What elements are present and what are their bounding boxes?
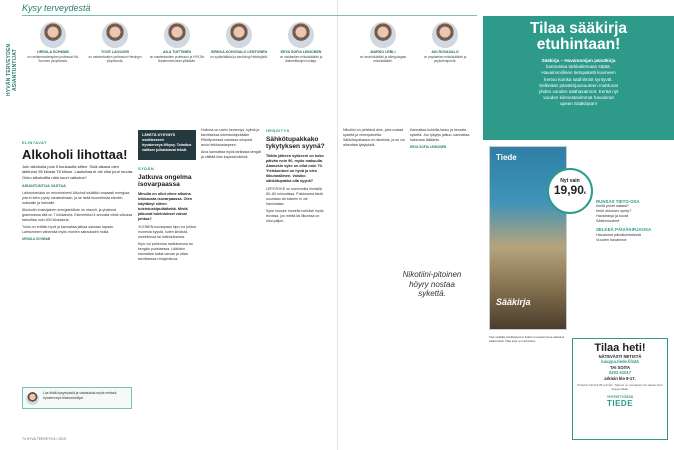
ad-line: Selkeään päiväkirjaosuuteen mahtuvat	[539, 82, 618, 88]
benefit-item: Vuoden havainnot	[596, 237, 627, 242]
book-cover-brand: Tiede	[496, 153, 517, 162]
article-paragraph: Aina kannattaa myös tarkistaa kengät ja välttää liian kapeaa kärkeä.	[201, 150, 261, 159]
ad-line: Sääkirja – Havainnoijan päiväkirja	[541, 58, 616, 63]
expert-name: EEVA SOFIA LEINONEN	[280, 50, 322, 54]
page-gutter	[337, 0, 338, 450]
benefit-item: Ilmiöt pilvet sataisi?	[596, 204, 629, 209]
article-paragraph: Alkoholin ensisijainen energianlähde on etanoli, ja yhdessä grammassa sitä on 7 kilokaloria. Esimerkiksi 4 annosta viiniä viikossa tarkoittaa noin 400 kilokaloria.	[22, 208, 133, 223]
benefit-item: Ilmiö ukkosen synty?	[596, 209, 632, 214]
send-question-box	[138, 130, 196, 160]
ad-title-line2: etuhintaan!	[536, 36, 621, 53]
expert-desc: on psykiatrian erikoislääkäri ja psykoterapeutti.	[423, 54, 467, 63]
partner-label: YHTEISTYÖSSÄ	[606, 395, 634, 400]
article-paragraph: LEPOSYKE on useimmilla ihmisillä 60–80 minuutissa. Poikkeama tästä suuntaan tai toiseen ei ole harvinaista.	[266, 186, 323, 206]
expert-name: MARKO LEBLI	[370, 50, 396, 54]
order-line: TAI SOITA	[609, 364, 631, 370]
article-lead: Tiiätin jälkeen sykkeeni on koko päivän noin 90, myös makuulla. Aamuisin syke on ollut noin 70. Yleiskuntoni on hyvä ja olen liikunnallinen. Voisiko sähkötupakka olla syynä?	[266, 153, 324, 183]
expert-photo	[288, 22, 314, 48]
order-box	[572, 338, 668, 440]
article-heading: Sähkötupakkako tykytyksen syynä?	[266, 136, 325, 151]
expert-photo	[102, 22, 128, 48]
ad-description	[491, 58, 666, 108]
price-value	[549, 184, 591, 199]
article-ecig-col1	[266, 128, 326, 226]
experts-vertical-label: HYVÄN TERVEYDEN ASIANTUNTIJAT	[6, 43, 18, 97]
ad-benefits	[596, 196, 668, 243]
article-paragraph: Kannattaa kokeilla tauko ja seurata sykettä. Jos tykytys jatkuu, kannattaa hakeutua lääkäriin.	[410, 128, 470, 142]
benefit-heading: RUNSAS TIETO-OSA	[596, 199, 640, 204]
order-title: Tilaa heti!	[594, 342, 646, 354]
benefit-item: Sääennusteet	[596, 219, 620, 224]
ad-banner	[483, 16, 674, 140]
ad-line: upean Sääkirjaan!	[559, 101, 598, 107]
expert-name: URSULA SCHWAB	[37, 50, 69, 54]
page-footer: 74 HYVÄ TERVEYS 8 / 2019	[22, 437, 66, 441]
order-note: Puhelun hinta 8,35 snt/min. Tarjous on voimassa niin kauan kuin kirjoja riittää.	[577, 383, 663, 392]
expert-card	[208, 22, 270, 59]
ad-line: Havainnoillinen tietopaketti kuvineen	[541, 70, 616, 76]
price-currency: €	[583, 190, 587, 195]
expert-desc: on ravitsemusterapian professori Itä-Suomen yliopistosta.	[27, 54, 79, 63]
article-paragraph: Kipu voi pahentua rasituksessa tai kengän puristaessa. Lääkärin kannattaa tutkia varvas ja ottaa tarvittaessa röntgenkuva.	[138, 241, 193, 261]
article-signature: URSULA SCHWAB	[22, 237, 51, 242]
expert-desc: on naistentautien professori ja HYKSin Naistenneuvolan ylilääkäri.	[149, 54, 205, 63]
article-paragraph: YLEINEN isovarpaan kipu voi johtua monesta syystä, kuten kihdistä, nivelrikosta tai tulehduksesta.	[138, 224, 196, 239]
online-info-text: Lue lisää kysymyksiä ja vastauksia myös netissä: hyvaterveys.fi/asiantuntijat	[43, 391, 118, 400]
article-ecig-col3	[410, 128, 476, 150]
expert-photo	[432, 22, 458, 48]
article-kicker: HENGITYS	[266, 128, 290, 133]
online-info-box	[22, 387, 132, 409]
price-label: Nyt vain	[560, 178, 580, 184]
pull-quote: Nikotiini-pitoinen höyry nostaa sykettä.	[402, 270, 462, 299]
article-kicker: SYDÄN	[138, 166, 155, 171]
expert-card	[414, 22, 476, 63]
order-line: NÄTEVÄSTI NETISTÄ	[598, 354, 642, 359]
ad-title-line1: Tilaa sääkirja	[529, 20, 628, 37]
expert-card	[352, 22, 414, 63]
expert-photo	[370, 22, 396, 48]
send-question-text: LÄHETÄ KYSYMYS osoitteeseen hyvaterveys.fi/kysy. Toimitus valitsee julkaistavat teksti.	[142, 133, 192, 152]
ad-line: yhden vuoden säähavainnot. Kerää nyt	[538, 89, 619, 95]
expert-name: TOVE LAIVUORI	[101, 50, 129, 54]
header-divider	[22, 15, 477, 16]
partner-logo: TIEDE	[606, 399, 634, 409]
benefit-item: Havaintoja ja kuvat	[596, 214, 629, 219]
benefit-heading: SELKEÄ PÄIVÄKIRJAOSA	[596, 227, 652, 233]
section-title: Kysy terveydestä	[22, 3, 91, 13]
ad-line: kertoo kuinka säähilmiöt syntyvät.	[544, 76, 613, 82]
expert-card	[22, 22, 84, 63]
expert-photo	[40, 22, 66, 48]
expert-card	[270, 22, 332, 63]
expert-desc: on sisätautien erikoislääkäri ja diabeetikkojen hoitaja.	[279, 54, 323, 63]
article-lead: Join alkoholia pois 5 kuukautta sitten. Sinä aikana olen laihtunut 95 kilosta 78 kiloon. Laukuttaa ei ole ollut juuri muuta. Onko alkoholilla näin suuri vaikutus?	[22, 164, 134, 180]
article-signature: EEVA SOFIA LEINONEN	[410, 145, 447, 149]
avatar	[26, 392, 39, 405]
expert-name: AKI ROVASALO	[431, 50, 459, 54]
article-subhead: ASIANTUNTIJA VASTAA	[22, 184, 66, 189]
ad-line: vuoden kiinnostavimmat havainnot	[543, 95, 614, 101]
article-paragraph: Syke nousee monella herkästi myös levossa, jos mieltä tai liikuntaa on ollut paljon.	[266, 208, 324, 223]
book-cover-title: Sääkirja	[496, 297, 531, 307]
article-alcohol	[22, 140, 134, 242]
order-url[interactable]: kauppa.tiede.fi/sää	[601, 359, 639, 365]
article-ecig-col2	[343, 128, 405, 150]
article-paragraph: Tulos on erittäin hyvä ja kannattaa jatkaa samaan tapaan. Laihtuminen vähentää myös monien sairauksien riskiä.	[22, 225, 114, 235]
expert-desc: on keuhkolääkäri ja allergologian erikoislääkäri.	[359, 54, 407, 63]
price-badge	[547, 168, 593, 214]
expert-photo	[226, 22, 252, 48]
article-toe	[138, 166, 196, 264]
advertisement	[483, 0, 674, 450]
price-number: 19,90	[553, 183, 584, 197]
article-paragraph: Laihdutustulos on erinomainen! Alkoholi sisältää runsaasti energiaa, jota ei keho pysty varastoimaan, ja se lisää kuormitusta etenkin maksalle ja haimalle.	[22, 191, 131, 206]
order-phone[interactable]: 0203 51017	[608, 370, 632, 376]
article-heading: Alkoholi lihottaa!	[22, 147, 128, 162]
article-toe-continued	[201, 128, 261, 162]
expert-desc: on naistentautien professori Helsingin yliopistosta.	[88, 54, 142, 63]
expert-desc: on sydänlääkäri ja kardiologi Helsingistä.	[210, 54, 268, 59]
expert-card	[146, 22, 208, 63]
expert-name: AILA TUITTINEN	[162, 50, 191, 54]
expert-card	[84, 22, 146, 63]
article-paragraph: Hoitona on usein kevennys, kylmä ja tarvittaessa tulehduskipulääke. Pitkittyneessä vaivassa ortopedi arvioi leikkaustarpeen.	[201, 128, 260, 147]
article-heading: Jatkuva ongelma isovarpaassa	[138, 174, 192, 189]
ad-line: kannustaa tarkkailemaan säätä.	[546, 64, 611, 70]
benefit-item: Havainnot päiväkohtaisesti	[596, 232, 642, 237]
order-hours: arkisin klo 9-17.	[604, 375, 636, 381]
article-kicker: ELINTAVAT	[22, 140, 47, 145]
article-paragraph: Nikotiini on piristävä aine, joka nostaa sykettä ja verenpainetta. Sähkötupakassa on nikotiinia, ja se voi aiheuttaa tykytyksiä.	[343, 128, 405, 147]
expert-photo	[164, 22, 190, 48]
ad-small-print: Kirja sisältää päiväkirjaosion lisäksi runsaasti tietoa säästä ja sääilmiöistä. Tilaa kirja nyt etuhintaan.	[489, 335, 565, 343]
expert-name: SIRKKA KOHOSALO LENTONEN	[210, 50, 268, 54]
article-lead: Minulla on ollut viime aikoina leikkausta isovarpaassa. Olen käyttänyt siihen tulehduskipulääkettä. Mistä jatkuvat tulehdukset voivat johtua?	[138, 191, 193, 221]
